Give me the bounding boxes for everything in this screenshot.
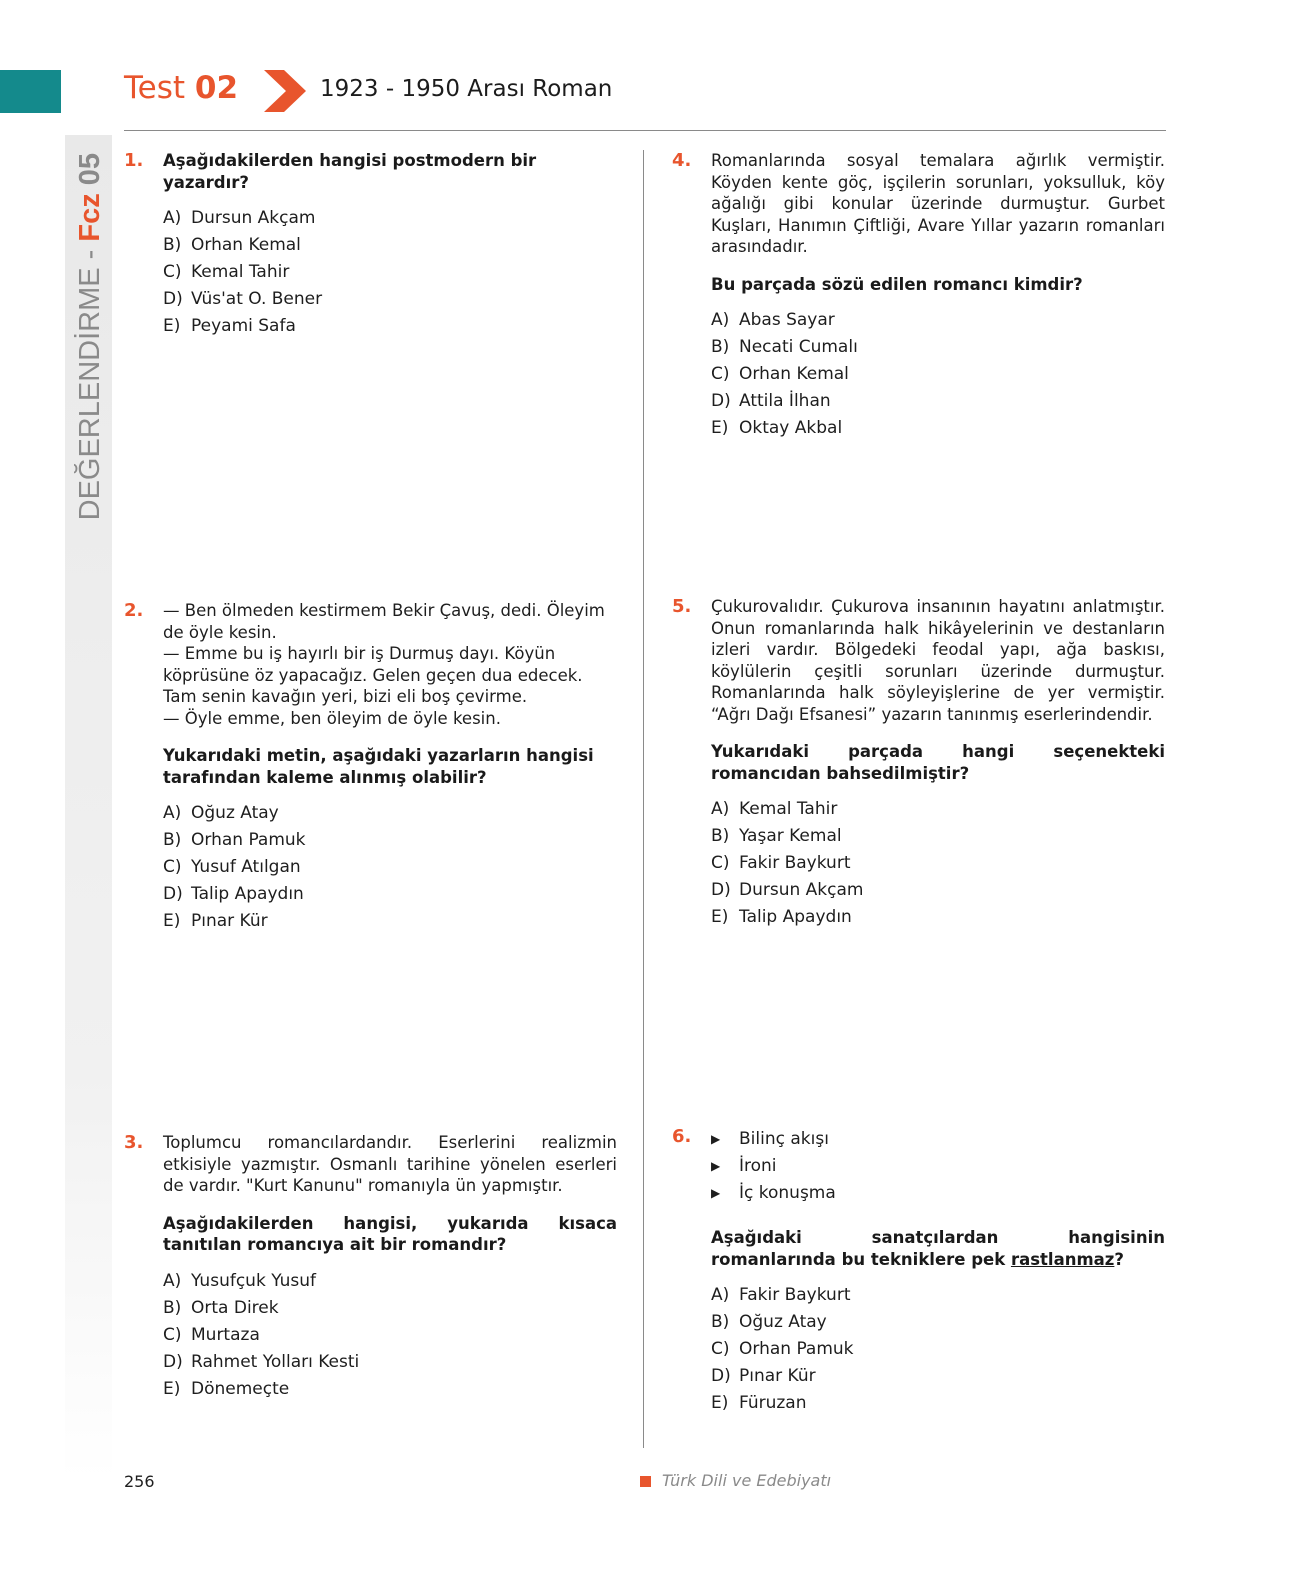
triangle-bullet-icon: ▶	[711, 1131, 721, 1146]
option-c[interactable]	[711, 361, 1165, 388]
option-letter: E)	[163, 911, 181, 931]
square-bullet-icon	[640, 1476, 651, 1487]
option-letter: C)	[163, 857, 182, 877]
option-letter: C)	[711, 853, 730, 873]
option-list	[163, 205, 617, 340]
option-text: Fakir Baykurt	[739, 1285, 851, 1305]
option-text: Orhan Pamuk	[739, 1339, 854, 1359]
option-letter: A)	[163, 208, 182, 228]
side-label	[68, 153, 108, 533]
option-text: Talip Apaydın	[739, 907, 852, 927]
dialogue-line: — Öyle emme, ben öleyim de öyle kesin.	[163, 708, 501, 728]
option-text: Oktay Akbal	[739, 418, 843, 438]
question-passage: Romanlarında sosyal temalara ağırlık vermiştir. Köyden kente göç, işçilerin sorunları, yoksulluk, köy ağalığı gibi konular üzerinde durmuştur. Gurbet Kuşları, Hanımın Çiftliği, Avare Yıllar yazarın romanları arasındadır.	[711, 151, 1165, 256]
option-text: Necati Cumalı	[739, 337, 858, 357]
option-letter: B)	[711, 337, 730, 357]
option-text: Orhan Kemal	[739, 364, 849, 384]
option-text: Orta Direk	[191, 1297, 279, 1318]
question-number: 4.	[672, 150, 692, 171]
page-number: 256	[124, 1472, 155, 1491]
chevron-right-icon	[264, 70, 306, 112]
option-letter: A)	[711, 799, 730, 819]
bullet-item	[711, 1126, 1165, 1153]
option-letter: A)	[711, 310, 730, 330]
option-letter: D)	[163, 289, 183, 309]
option-e[interactable]	[163, 1376, 617, 1403]
option-a[interactable]	[711, 307, 1165, 334]
option-a[interactable]	[711, 796, 1165, 823]
question-stem: Bu parçada sözü edilen romancı kimdir?	[711, 274, 1083, 294]
bullet-text: Bilinç akışı	[739, 1128, 829, 1149]
option-letter: B)	[163, 830, 182, 850]
bullet-text: İç konuşma	[739, 1182, 836, 1203]
stem-end: ?	[1114, 1249, 1124, 1269]
option-text: Füruzan	[739, 1393, 807, 1413]
option-d[interactable]	[163, 286, 617, 313]
option-text: Kemal Tahir	[191, 262, 290, 282]
question-stem: Aşağıdakilerden hangisi postmodern bir yazardır?	[163, 151, 537, 192]
question-number: 5.	[672, 596, 692, 617]
question-number: 2.	[124, 600, 144, 621]
option-text: Oğuz Atay	[739, 1312, 827, 1332]
dialogue-line: — Ben ölmeden kestirmem Bekir Çavuş, dedi. Öleyim de öyle kesin.	[163, 601, 605, 642]
option-text: Rahmet Yolları Kesti	[191, 1351, 360, 1372]
option-letter: E)	[163, 316, 181, 336]
option-b[interactable]	[163, 827, 617, 854]
question-number: 1.	[124, 150, 144, 171]
option-letter: A)	[163, 1270, 182, 1291]
option-text: Yaşar Kemal	[739, 826, 842, 846]
teal-corner-block	[0, 70, 61, 113]
option-text: Talip Apaydın	[191, 884, 304, 904]
option-c[interactable]	[163, 854, 617, 881]
option-list	[711, 307, 1165, 442]
option-letter: E)	[711, 907, 729, 927]
question-passage: Toplumcu romancılardandır. Eserlerini realizmin etkisiyle yazmıştır. Osmanlı tarihine yönelen eserleri de vardır. "Kurt Kanunu" romanıyla ün yapmıştır.	[163, 1133, 617, 1195]
option-text: Yusufçuk Yusuf	[191, 1270, 317, 1291]
option-letter: B)	[163, 1297, 182, 1318]
question-stem	[711, 1227, 1165, 1270]
option-letter: C)	[163, 1324, 182, 1345]
option-b[interactable]	[711, 1309, 1165, 1336]
option-c[interactable]	[163, 1322, 617, 1349]
question-stem: Yukarıdaki metin, aşağıdaki yazarların hangisi tarafından kaleme alınmış olabilir?	[163, 746, 594, 787]
option-b[interactable]	[711, 823, 1165, 850]
header-divider	[124, 130, 1166, 131]
option-text: Murtaza	[191, 1324, 260, 1345]
option-letter: B)	[711, 826, 730, 846]
test-number: 02	[194, 70, 239, 106]
bullet-list	[711, 1126, 1165, 1207]
option-letter: A)	[711, 1285, 730, 1305]
option-b[interactable]	[163, 1295, 617, 1322]
option-text: Peyami Safa	[191, 316, 296, 336]
question-stem: Aşağıdakilerden hangisi, yukarıda kısaca tanıtılan romancıya ait bir romandır?	[163, 1213, 617, 1254]
option-e[interactable]	[163, 313, 617, 340]
option-b[interactable]	[711, 334, 1165, 361]
option-d[interactable]	[163, 881, 617, 908]
option-text: Orhan Kemal	[191, 235, 301, 255]
option-c[interactable]	[711, 850, 1165, 877]
option-list	[163, 1268, 617, 1403]
side-logo-text: Fcz	[74, 193, 106, 242]
option-letter: B)	[711, 1312, 730, 1332]
option-text: Oğuz Atay	[191, 803, 279, 823]
option-letter: B)	[163, 235, 182, 255]
option-text: Dönemeçte	[191, 1378, 290, 1399]
option-a[interactable]	[163, 1268, 617, 1295]
option-letter: C)	[711, 1339, 730, 1359]
option-letter: D)	[711, 1366, 731, 1386]
question-stem: Yukarıdaki parçada hangi seçenekteki romancıdan bahsedilmiştir?	[711, 742, 1165, 783]
option-letter: C)	[711, 364, 730, 384]
option-text: Pınar Kür	[739, 1366, 816, 1386]
option-letter: E)	[163, 1378, 181, 1399]
option-text: Pınar Kür	[191, 911, 268, 931]
option-d[interactable]	[711, 877, 1165, 904]
option-d[interactable]	[163, 1349, 617, 1376]
option-b[interactable]	[163, 232, 617, 259]
option-letter: D)	[163, 1351, 183, 1372]
option-a[interactable]	[711, 1282, 1165, 1309]
option-e[interactable]	[711, 904, 1165, 931]
option-c[interactable]	[163, 259, 617, 286]
stem-text: Aşağıdaki sanatçılardan hangisinin romanlarında bu tekniklere pek	[711, 1228, 1165, 1269]
option-text: Attila İlhan	[739, 391, 831, 411]
option-text: Dursun Akçam	[191, 208, 316, 228]
option-letter: D)	[711, 880, 731, 900]
question-number: 3.	[124, 1132, 144, 1153]
option-text: Dursun Akçam	[739, 880, 864, 900]
option-letter: D)	[163, 884, 183, 904]
option-text: Vüs'at O. Bener	[191, 289, 323, 309]
option-d[interactable]	[711, 388, 1165, 415]
option-a[interactable]	[163, 800, 617, 827]
option-letter: C)	[163, 262, 182, 282]
option-e[interactable]	[711, 1390, 1165, 1417]
option-text: Abas Sayar	[739, 310, 835, 330]
dialogue-line: — Emme bu iş hayırlı bir iş Durmuş dayı. Köyün köprüsüne öz yapacağız. Gelen geçen dua edecek. Tam senin kavağın yeri, bizi eli boş çevirme.	[163, 644, 583, 706]
option-list	[711, 1282, 1165, 1417]
option-a[interactable]	[163, 205, 617, 232]
book-title: Türk Dili ve Edebiyatı	[662, 1471, 832, 1490]
option-c[interactable]	[711, 1336, 1165, 1363]
side-number: 05	[74, 153, 106, 186]
column-divider	[643, 150, 644, 1448]
option-text: Yusuf Atılgan	[191, 857, 301, 877]
bullet-text: İroni	[739, 1155, 777, 1176]
bullet-item	[711, 1180, 1165, 1207]
option-list	[711, 796, 1165, 931]
test-label	[124, 70, 238, 106]
option-letter: E)	[711, 1393, 729, 1413]
triangle-bullet-icon: ▶	[711, 1158, 721, 1173]
option-text: Kemal Tahir	[739, 799, 838, 819]
side-label-text: DEĞERLENDİRME -	[74, 241, 106, 521]
svg-text:DEĞERLENDİRME - Fcz05	[73, 153, 106, 520]
option-letter: D)	[711, 391, 731, 411]
test-word: Test	[124, 70, 186, 106]
option-list	[163, 800, 617, 935]
option-letter: A)	[163, 803, 182, 823]
chapter-title: 1923 - 1950 Arası Roman	[320, 76, 613, 102]
option-text: Fakir Baykurt	[739, 853, 851, 873]
option-d[interactable]	[711, 1363, 1165, 1390]
question-number: 6.	[672, 1126, 692, 1147]
stem-underlined-word: rastlanmaz	[1010, 1249, 1115, 1269]
option-e[interactable]	[711, 415, 1165, 442]
option-e[interactable]	[163, 908, 617, 935]
triangle-bullet-icon: ▶	[711, 1185, 721, 1200]
option-letter: E)	[711, 418, 729, 438]
bullet-item	[711, 1153, 1165, 1180]
question-passage: Çukurovalıdır. Çukurova insanının hayatını anlatmıştır. Onun romanlarında halk hikâyelerinin ve destanların izleri vardır. Bölgedeki feodal yapı, ağa baskısı, köylülerin çeşitli sorunları üzerinde durmuştur. Romanlarında halk söyleyişlerine de yer vermiştir. “Ağrı Dağı Efsanesi” yazarın tanınmış eserlerindendir.	[711, 597, 1165, 724]
option-text: Orhan Pamuk	[191, 830, 306, 850]
